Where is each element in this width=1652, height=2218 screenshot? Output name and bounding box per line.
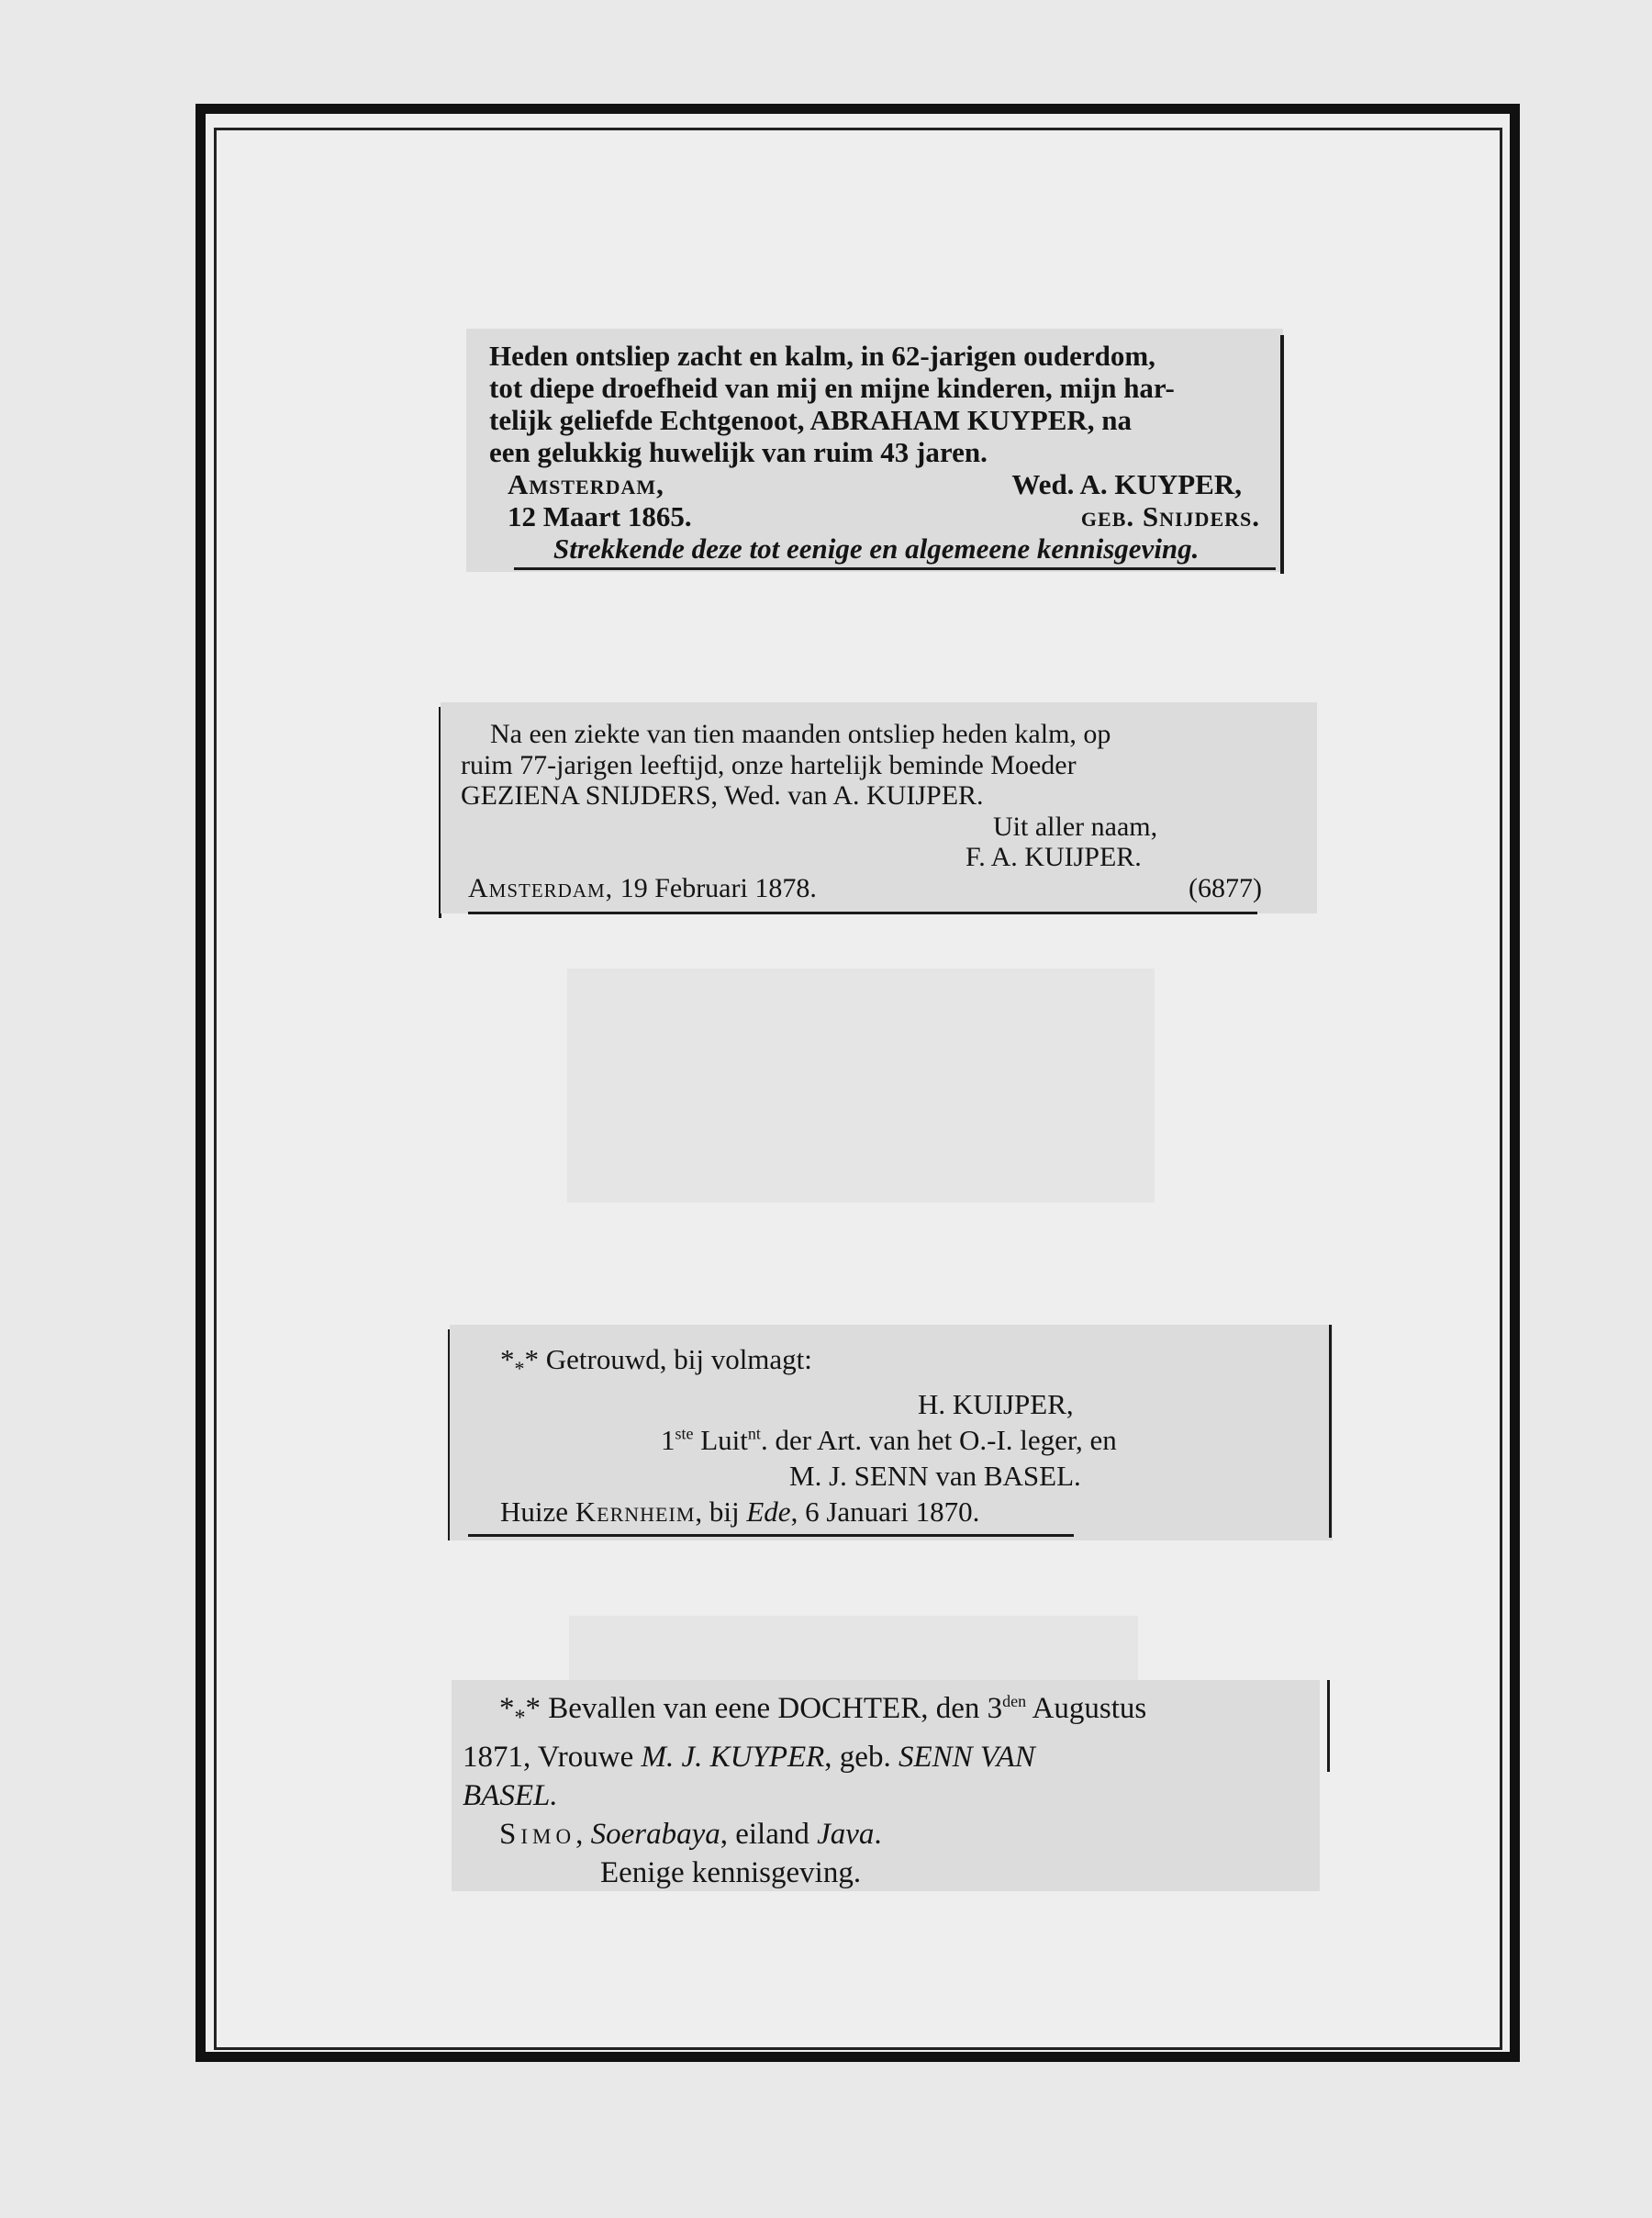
notice-line: GEZIENA SNIJDERS, Wed. van A. KUIJPER. xyxy=(461,780,984,811)
bride: M. J. SENN van BASEL. xyxy=(789,1460,1081,1493)
blank-paper-patch xyxy=(569,1616,1138,1689)
intro: Getrouwd, bij volmagt: xyxy=(545,1343,812,1375)
on-behalf: Uit aller naam, xyxy=(993,811,1158,842)
side-rule-4 xyxy=(1327,1680,1330,1772)
notice-line: een gelukkig huwelijk van ruim 43 jaren. xyxy=(489,436,988,468)
birth-line-1: $*_**$ Bevallen van eene DOCHTER, den $3^{den}$ Augustus xyxy=(499,1692,1147,1731)
side-rule-1 xyxy=(1280,335,1284,574)
birth-line-3: BASEL. xyxy=(463,1778,558,1812)
date: , 6 Januari 1870. xyxy=(790,1495,980,1529)
notice-line: Heden ontsliep zacht en kalm, in 62-jarigen ouderdom, xyxy=(489,340,1155,372)
rank-row: 1ste Luit$^{nt}$. der Art. van het O.-I. leger, en xyxy=(661,1424,1117,1457)
bottom-rule-2 xyxy=(468,912,1257,914)
marriage-notice-1870 xyxy=(450,1325,1333,1540)
date-row xyxy=(461,873,1299,904)
death-notice-1865 xyxy=(466,329,1283,572)
place-row: Huize Kernheim, bij Ede, 6 Januari 1870. xyxy=(500,1495,980,1529)
date: 19 Februari 1878. xyxy=(620,872,817,903)
maiden-name: geb. Snijders. xyxy=(1080,500,1260,532)
signer: Wed. A. KUYPER, xyxy=(1011,468,1242,500)
island: Java xyxy=(817,1817,875,1851)
mother-name: M. J. KUYPER xyxy=(641,1740,825,1774)
bottom-rule-3 xyxy=(468,1534,1074,1537)
town: Ede xyxy=(746,1495,791,1529)
place: Amsterdam, xyxy=(508,468,664,500)
intro-row xyxy=(500,1341,1314,1386)
place: Amsterdam, xyxy=(468,872,614,903)
place-row: Simo, Soerabaya, eiland Java. xyxy=(499,1817,882,1851)
date-row xyxy=(489,500,1260,532)
date: 12 Maart 1865. xyxy=(508,500,692,532)
asterism-icon: $*_**$ xyxy=(500,1343,539,1381)
side-rule-3b xyxy=(1329,1325,1332,1538)
ref-number: (6877) xyxy=(1189,872,1262,903)
signature-row xyxy=(489,468,1260,500)
asterism-icon: $*_**$ xyxy=(499,1692,541,1731)
bottom-rule-1 xyxy=(514,567,1276,570)
groom: H. KUIJPER, xyxy=(918,1388,1074,1421)
notice-line: telijk geliefde Echtgenoot, ABRAHAM KUYPER, na xyxy=(489,404,1133,436)
notice-line: ruim 77-jarigen leeftijd, onze hartelijk beminde Moeder xyxy=(461,749,1077,780)
signer: F. A. KUIJPER. xyxy=(966,842,1142,872)
birth-notice-1871 xyxy=(452,1680,1320,1891)
region: Soerabaya xyxy=(590,1817,720,1851)
notice-line: Na een ziekte van tien maanden ontsliep heden kalm, op xyxy=(490,719,1111,749)
blank-paper-patch xyxy=(567,969,1155,1203)
closing: Eenige kennisgeving. xyxy=(600,1855,862,1889)
birth-line-2: 1871, Vrouwe M. J. KUYPER, geb. SENN VAN xyxy=(463,1740,1035,1774)
notice-line: tot diepe droefheid van mij en mijne kinderen, mijn har- xyxy=(489,372,1175,404)
closing: Strekkende deze tot eenige en algemeene kennisgeving. xyxy=(553,532,1200,565)
death-notice-1878 xyxy=(441,702,1317,913)
place: Simo xyxy=(499,1817,576,1851)
house-name: Kernheim xyxy=(575,1495,696,1529)
